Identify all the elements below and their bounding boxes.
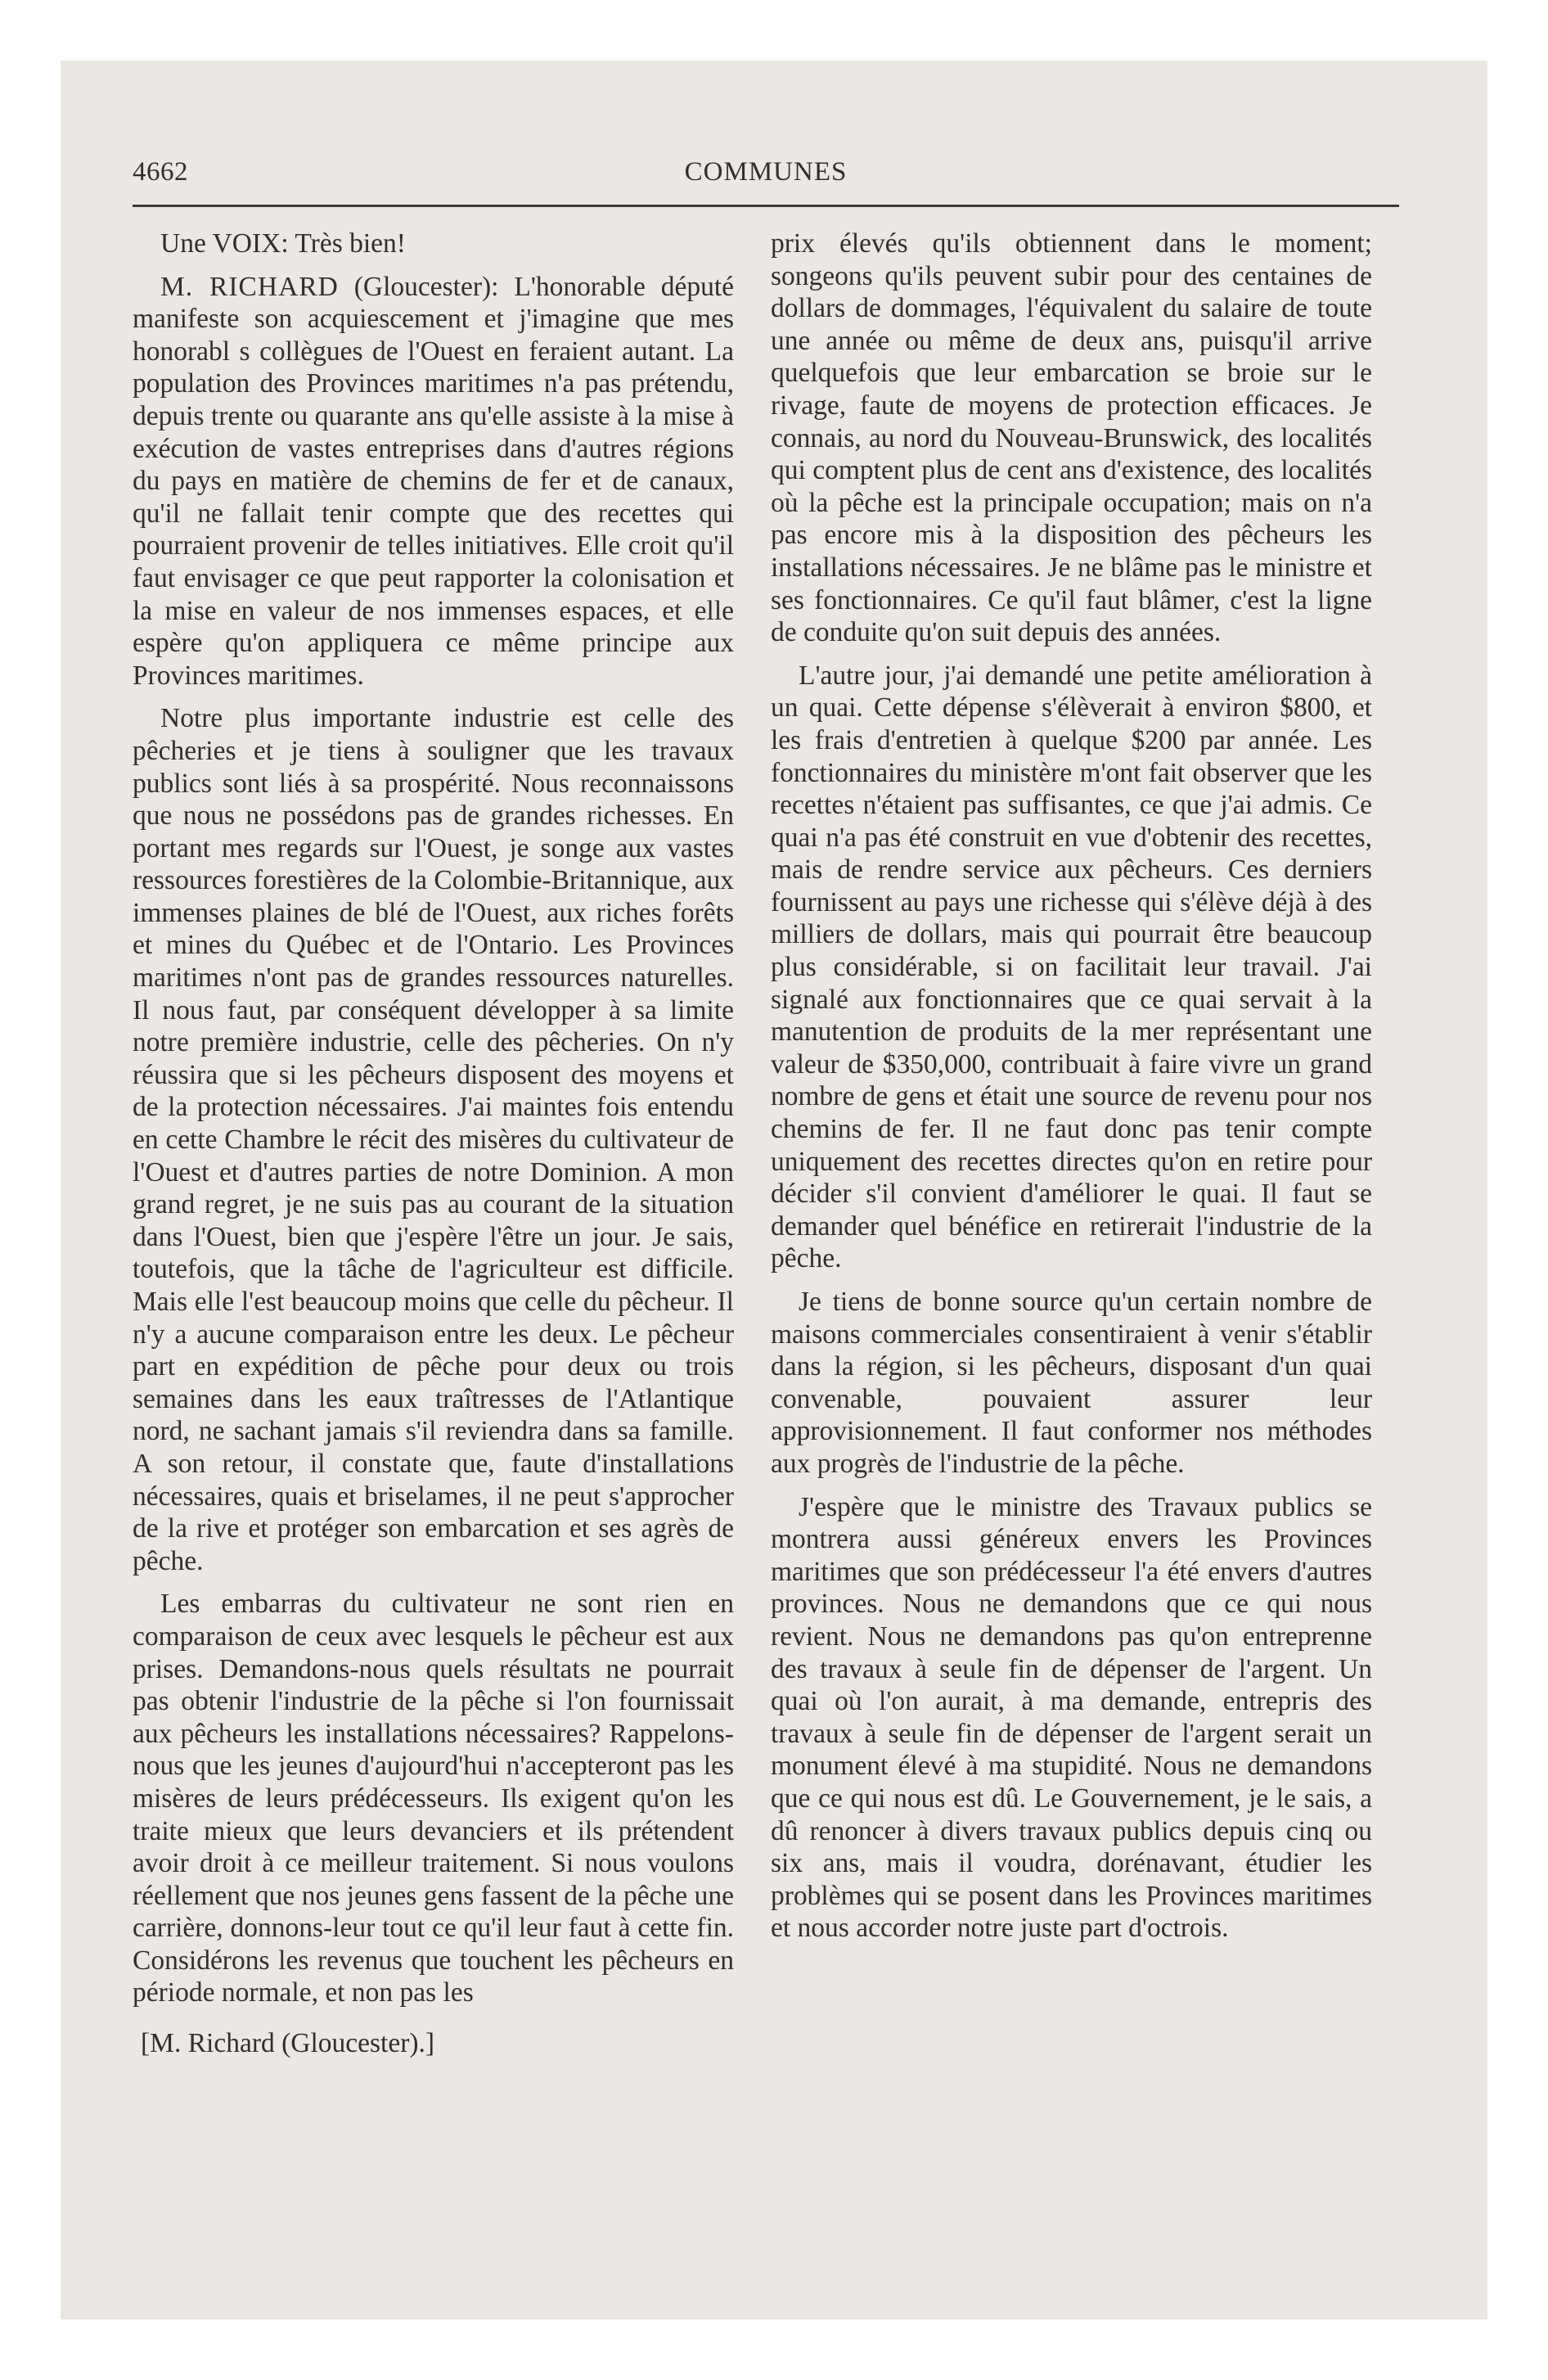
speaker-name: M. RICHARD xyxy=(160,271,339,302)
paragraph-farmers-comparison: Les embarras du cultivateur ne sont rien en comparaison de ceux avec lesquels le pêcheur est aux prises. Demandons-nous quels résultats ne pourrait pas obtenir l'industrie de la pêche si l'on fournissait aux pêcheurs les installations nécessaires? Rappelons-nous que les jeunes d'aujourd'hui n'accepteront pas les misères de leurs prédécesseurs. Ils exigent qu'on les traite mieux que leurs devanciers et ils prétendent avoir droit à ce meilleur traitement. Si nous voulons réellement que nos jeunes gens fassent de la pêche une carrière, donnons-leur tout ce qu'il leur faut à cette fin. Considérons les revenus que touchent les pêcheurs en période normale, et non pas les xyxy=(133,1589,734,2008)
page-number: 4662 xyxy=(133,157,188,187)
paragraph-continuation: prix élevés qu'ils obtiennent dans le moment; songeons qu'ils peuvent subir pour des centaines de dollars de dommages, l'équivalent du salaire de toute une année ou même de deux ans, puisqu'il arrive quelquefois que leur embarcation se broie sur le rivage, faute de moyens de protection efficaces. Je connais, au nord du Nouveau-Brunswick, des localités qui comptent plus de cent ans d'existence, des localités où la pêche est la principale occupation; mais on n'a pas encore mis à la disposition des pêcheurs les installations nécessaires. Je ne blâme pas le ministre et ses fonctionnaires. Ce qu'il faut blâmer, c'est la ligne de conduite qu'on suit depuis des années. xyxy=(771,228,1372,648)
right-column xyxy=(771,228,1372,1945)
speaker-riding: (Gloucester): xyxy=(353,271,499,302)
header-rule xyxy=(133,205,1399,207)
paragraph-commercial-houses: Je tiens de bonne source qu'un certain nombre de maisons commerciales consentiraient à venir s'établir dans la région, si les pêcheurs, disposant d'un quai convenable, pouvaient assurer leur approvisionnement. Il faut conformer nos méthodes aux progrès de l'industrie de la pêche. xyxy=(771,1287,1372,1479)
left-column xyxy=(133,228,734,2060)
paragraph-richard-body: L'honorable député manifeste son acquiescement et j'imagine que mes honorabl s collègues de l'Ouest en feraient autant. La population des Provinces maritimes n'a pas prétendu, depuis trente ou quarante ans qu'elle assiste à la mise à exécution de vastes entreprises dans d'autres régions du pays en matière de chemins de fer et de canaux, qu'il ne fallait tenir compte que des recettes qui pourraient provenir de telles initiatives. Elle croit qu'il faut envisager ce que peut rapporter la colonisation et la mise en valeur de nos immenses espaces, et elle espère qu'on appliquera ce même principe aux Provinces maritimes. xyxy=(133,271,735,691)
running-title: COMMUNES xyxy=(684,157,848,187)
page-header xyxy=(133,157,1399,206)
paragraph-wharf-request: L'autre jour, j'ai demandé une petite amélioration à un quai. Cette dépense s'élèverait à environ $800, et les frais d'entretien à quelque $200 par année. Les fonctionnaires du ministère m'ont fait observer que les recettes n'étaient pas suffisantes, ce que j'ai admis. Ce quai n'a pas été construit en vue d'obtenir des recettes, mais de rendre service aux pêcheurs. Ces derniers fournissent au pays une richesse qui s'élève déjà à des milliers de dollars, mais qui pourrait être beaucoup plus considérable, si on facilitait leur travail. J'ai signalé aux fonctionnaires que ce quai servait à la manutention de produits de la mer représentant une valeur de $350,000, contribuait à faire vivre un grand nombre de gens et était une source de revenu pour nos chemins de fer. Il ne faut donc pas tenir compte uniquement des recettes directes qu'on en retire pour décider s'il convient d'améliorer le quai. Il faut se demander quel bénéfice en retirerait l'industrie de la pêche. xyxy=(771,660,1372,1274)
paragraph-minister-hope: J'espère que le ministre des Travaux publics se montrera aussi généreux envers les Provinces maritimes que son prédécesseur l'a été envers d'autres provinces. Nous ne demandons que ce qui nous revient. Nous ne demandons pas qu'on entreprenne des travaux à seule fin de dépenser de l'argent. Un quai où l'on aurait, à ma demande, entrepris des travaux à seule fin de dépenser de l'argent serait un monument élevé à ma stupidité. Nous ne demandons que ce qui nous est dû. Le Gouvernement, je le sais, a dû renoncer à divers travaux publics depuis cinq ou six ans, mais il voudra, dorénavant, étudier les problèmes qui se posent dans les Provinces maritimes et nous accorder notre juste part d'octrois. xyxy=(771,1491,1372,1944)
paragraph-fisheries: Notre plus importante industrie est celle des pêcheries et je tiens à souligner que les travaux publics sont liés à sa prospérité. Nous reconnaissons que nous ne possédons pas de grandes richesses. En portant mes regards sur l'Ouest, je songe aux vastes ressources forestières de la Colombie-Britannique, aux immenses plaines de blé de l'Ouest, aux riches forêts et mines du Québec et de l'Ontario. Les Provinces maritimes n'ont pas de grandes ressources naturelles. Il nous faut, par conséquent développer à sa limite notre première industrie, celle des pêcheries. On n'y réussira que si les pêcheurs disposent des moyens et de la protection nécessaires. J'ai maintes fois entendu en cette Chambre le récit des misères du cultivateur de l'Ouest et d'autres parties de notre Dominion. A mon grand regret, je ne suis pas au courant de la situation dans l'Ouest, bien que j'espère l'être un jour. Je sais, toutefois, que la tâche de l'agriculteur est difficile. Mais elle l'est beaucoup moins que celle du pêcheur. Il n'y a aucune comparaison entre les deux. Le pêcheur part en expédition de pêche pour deux ou trois semaines dans les eaux traîtresses de l'Atlantique nord, ne sachant jamais s'il reviendra dans sa famille. A son retour, il constate que, faute d'installations nécessaires, quais et briselames, il ne peut s'approcher de la rive et protéger son embarcation et ses agrès de pêche. xyxy=(133,703,734,1576)
paragraph-interjection: Une VOIX: Très bien! xyxy=(160,228,406,259)
speaker-continuation-note: [M. Richard (Gloucester).] xyxy=(141,2028,435,2059)
paragraph-richard-intro xyxy=(133,271,734,692)
